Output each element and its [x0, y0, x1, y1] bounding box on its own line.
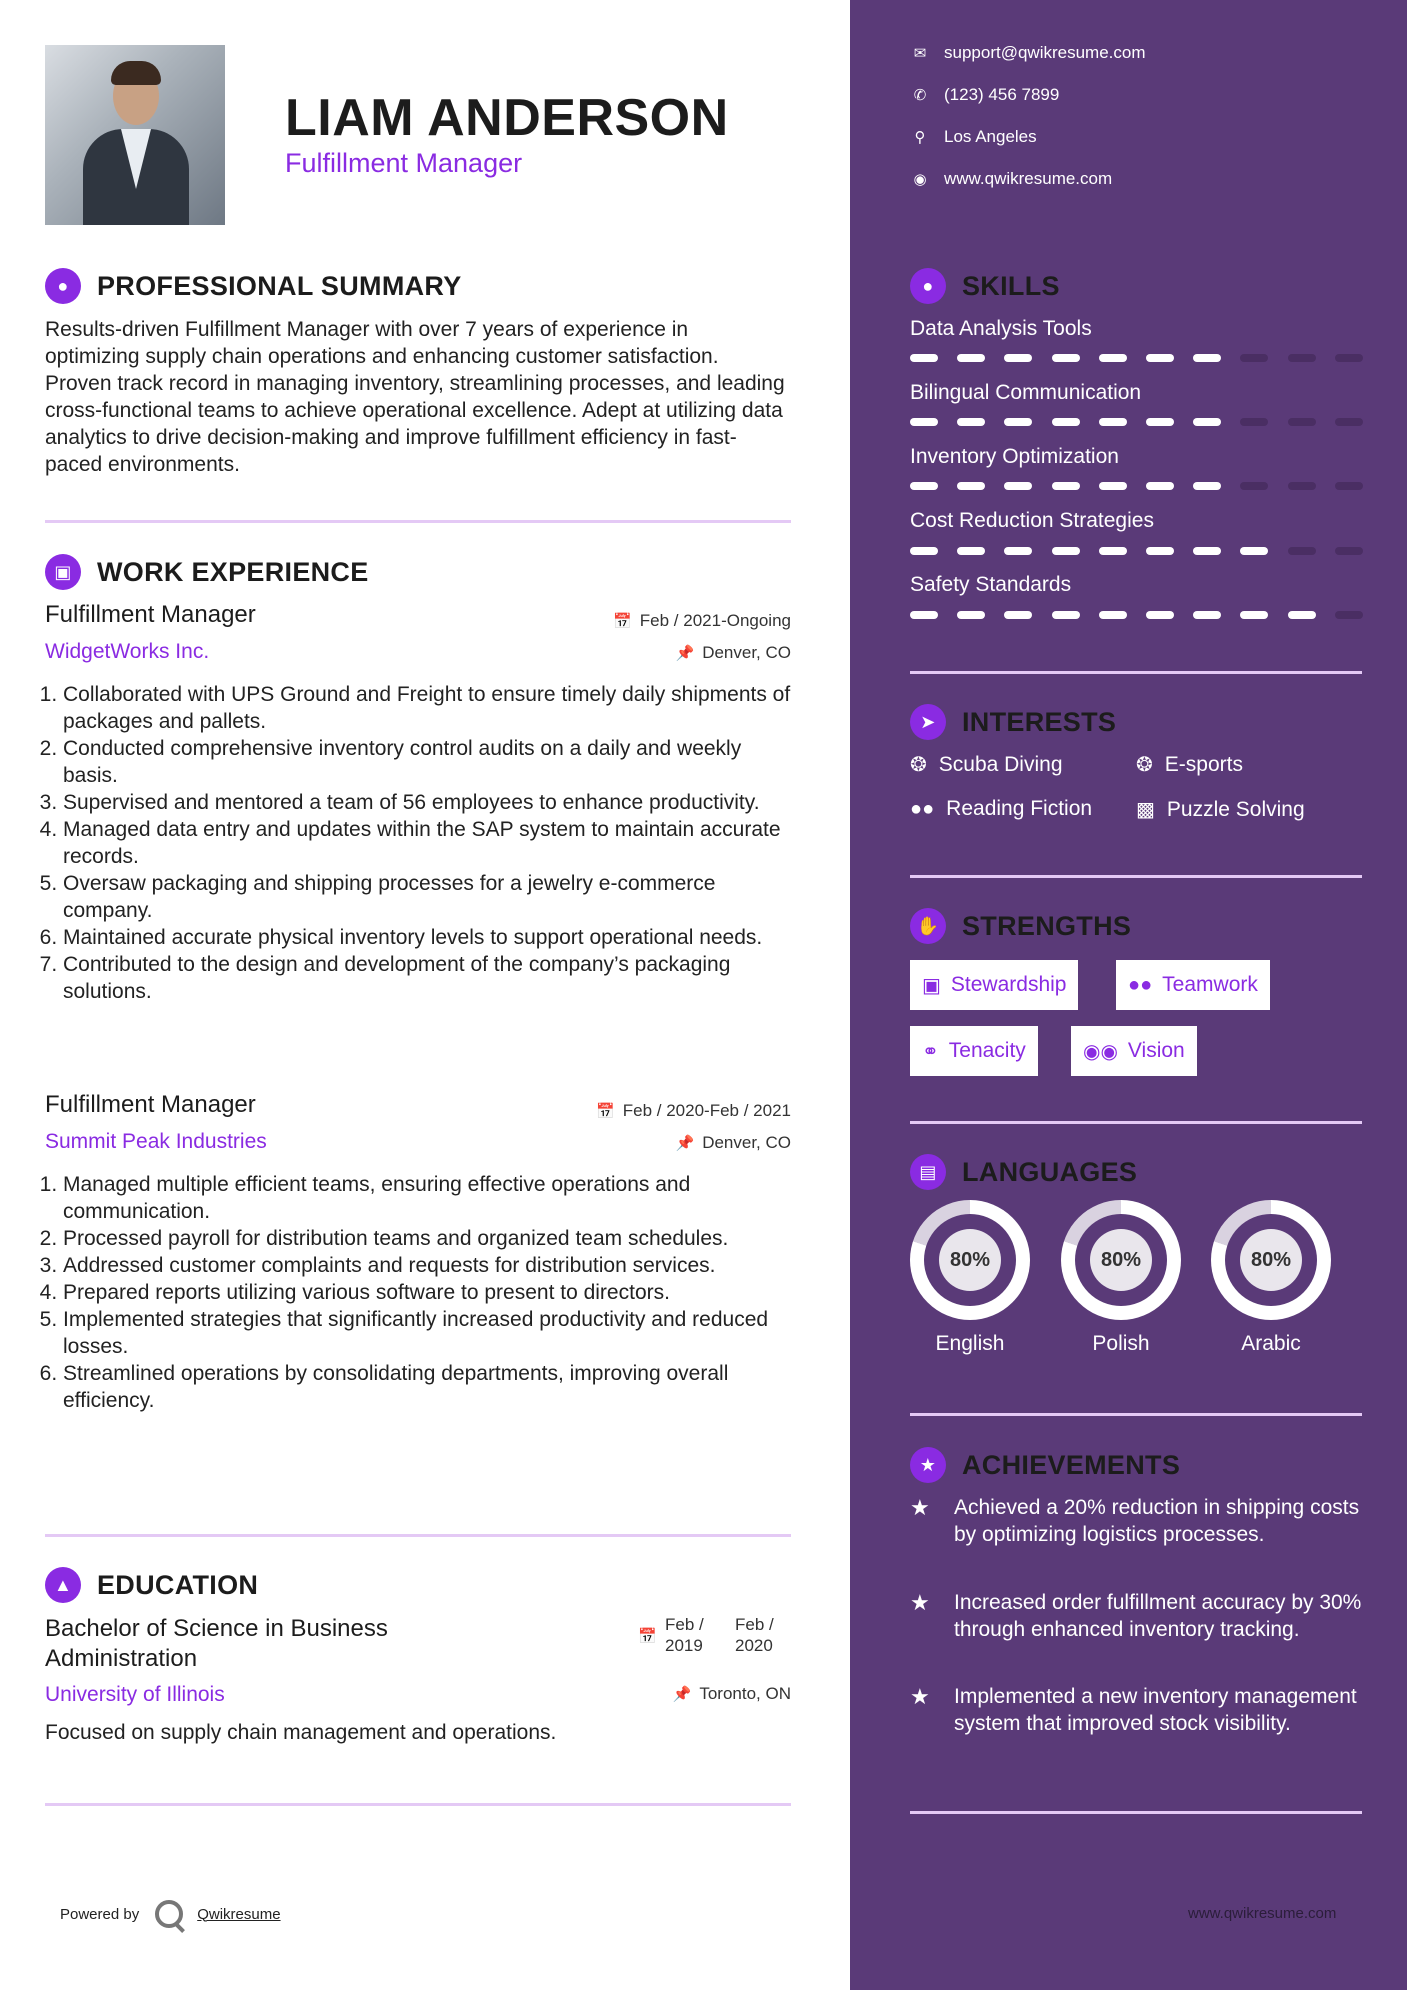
strength-badge: ▣ Stewardship [910, 960, 1078, 1010]
skill-level-dash [1099, 418, 1127, 426]
footer-url: www.qwikresume.com [1188, 1905, 1337, 1922]
skill-level-dash [910, 547, 938, 555]
pin-icon: 📌 [675, 1135, 695, 1152]
skill-level-dash [1004, 547, 1032, 555]
skill-level-dash [1052, 611, 1080, 619]
skill-level-dash [1193, 482, 1221, 490]
job-company: Summit Peak Industries [45, 1130, 267, 1153]
achievement-item: ★ Implemented a new inventory management system that improved stock visibility. [910, 1684, 1357, 1735]
skill-level-dash [1099, 547, 1127, 555]
education-note: Focused on supply chain management and operations. [45, 1721, 557, 1744]
skill-level-dash [1052, 418, 1080, 426]
skill-level-dash [1004, 482, 1032, 490]
skill-level-dash [1288, 611, 1316, 619]
shooting-star-icon: ★ [910, 1495, 930, 1520]
summary-text: Results-driven Fulfillment Manager with over 7 years of experience in optimizing supply chain operations and enhancing customer satisfaction. Proven track record in managing inventory, streamlining processes, and leading cross-functional teams to achieve operational excellence. Adept at utilizing data analytics to drive decision-making and improve fulfillment efficiency in fast-paced environments. [45, 318, 785, 476]
list-item: 7. Contributed to the design and development of the company’s packaging solutions. [63, 951, 795, 1005]
skill-level-dash [957, 354, 985, 362]
skill-bar [910, 547, 1362, 557]
skill-name: Bilingual Communication [910, 381, 1142, 404]
skills-heading: ● SKILLS [910, 268, 1060, 304]
list-item: 6. Streamlined operations by consolidating departments, improving overall efficiency. [63, 1360, 795, 1414]
phone-icon: ✆ [913, 87, 927, 104]
language-name: Polish [1092, 1332, 1150, 1355]
languages-heading: ▤ LANGUAGES [910, 1154, 1137, 1190]
skill-level-dash [1052, 482, 1080, 490]
job-dates: 📅 Feb / 2020-Feb / 2021 [596, 1101, 791, 1120]
list-item: 2. Processed payroll for distribution teams and organized team schedules. [63, 1225, 795, 1252]
interest-item: ❂ Scuba Diving [910, 752, 1063, 776]
education-location: 📌 Toronto, ON [672, 1684, 791, 1703]
language-ring [1211, 1200, 1331, 1320]
job-location: 📌 Denver, CO [675, 643, 791, 662]
star-badge-icon: ★ [910, 1447, 946, 1483]
pin-icon: 📌 [672, 1686, 692, 1703]
skill-bar [910, 482, 1362, 492]
list-item: 4. Managed data entry and updates within the SAP system to maintain accurate records. [63, 816, 795, 870]
globe-icon: ◉ [913, 171, 927, 188]
binoculars-icon: ◉◉ [1083, 1040, 1118, 1063]
list-item: 5. Implemented strategies that significantly increased productivity and reduced losses. [63, 1306, 795, 1360]
strength-badge: ⚭ Tenacity [910, 1026, 1038, 1076]
skill-level-dash [957, 482, 985, 490]
list-item: 5. Oversaw packaging and shipping processes for a jewelry e-commerce company. [63, 870, 795, 924]
experience-heading: ▣ WORK EXPERIENCE [45, 554, 369, 590]
divider [910, 1413, 1362, 1416]
contact-phone: ✆ (123) 456 7899 [910, 85, 1059, 105]
user-icon: ● [45, 268, 81, 304]
skill-level-dash [1146, 418, 1174, 426]
language-icon: ▤ [910, 1154, 946, 1190]
achievements-heading: ★ ACHIEVEMENTS [910, 1447, 1180, 1483]
fist-icon: ✋ [910, 908, 946, 944]
qwikresume-logo-icon [155, 1900, 183, 1928]
strength-badge: ●● Teamwork [1116, 960, 1270, 1010]
skill-name: Safety Standards [910, 573, 1072, 596]
calendar-icon: 📅 [638, 1628, 657, 1645]
list-item: 3. Supervised and mentored a team of 56 employees to enhance productivity. [63, 789, 795, 816]
lightbulb-icon: ● [910, 268, 946, 304]
skill-bar [910, 354, 1362, 364]
language-item [910, 1200, 1030, 1356]
candidate-name: LIAM ANDERSON [285, 89, 729, 147]
job-bullets [45, 681, 795, 1005]
contact-email: ✉ support@qwikresume.com [910, 43, 1146, 63]
skill-level-dash [1193, 354, 1221, 362]
skill-level-dash [1335, 611, 1363, 619]
skill-level-dash [957, 611, 985, 619]
skill-name: Cost Reduction Strategies [910, 509, 1154, 532]
lifebuoy-icon: ❂ [910, 754, 927, 776]
skill-level-dash [1240, 418, 1268, 426]
skill-level-dash [910, 611, 938, 619]
language-item [1061, 1200, 1181, 1356]
skill-level-dash [1240, 611, 1268, 619]
school-name: University of Illinois [45, 1683, 225, 1706]
language-ring [910, 1200, 1030, 1320]
skill-level-dash [957, 418, 985, 426]
lifebuoy-icon: ❂ [1136, 754, 1153, 776]
divider [910, 1811, 1362, 1814]
envelope-icon: ✉ [913, 45, 927, 62]
interests-heading: ➤ INTERESTS [910, 704, 1116, 740]
language-percent: 80% [939, 1229, 1001, 1291]
skill-level-dash [1146, 547, 1174, 555]
strength-badge: ◉◉ Vision [1071, 1026, 1197, 1076]
skill-level-dash [1288, 418, 1316, 426]
calendar-icon: 📅 [613, 613, 632, 630]
contact-location: ⚲ Los Angeles [910, 127, 1037, 147]
shooting-star-icon: ★ [910, 1684, 930, 1709]
skill-level-dash [910, 354, 938, 362]
list-item: 6. Maintained accurate physical inventory levels to support operational needs. [63, 924, 795, 951]
job-company: WidgetWorks Inc. [45, 640, 210, 663]
link-icon: ⚭ [922, 1040, 939, 1063]
divider [45, 1803, 791, 1806]
interest-item: ●● Reading Fiction [910, 797, 1093, 820]
skill-level-dash [1052, 547, 1080, 555]
skill-level-dash [1335, 418, 1363, 426]
job-title: Fulfillment Manager [45, 601, 256, 628]
skill-level-dash [1240, 482, 1268, 490]
skill-level-dash [1335, 547, 1363, 555]
skill-level-dash [1004, 418, 1032, 426]
book-icon: ▩ [1136, 799, 1155, 821]
strengths-heading: ✋ STRENGTHS [910, 908, 1131, 944]
language-name: Arabic [1241, 1332, 1301, 1355]
skill-level-dash [957, 547, 985, 555]
skill-level-dash [1335, 354, 1363, 362]
education-dates: 📅 Feb / 2019 Feb / 2020 [638, 1615, 774, 1655]
job-dates: 📅 Feb / 2021-Ongoing [613, 611, 791, 630]
language-ring [1061, 1200, 1181, 1320]
skill-level-dash [1240, 547, 1268, 555]
brand-link[interactable]: Qwikresume [197, 1905, 281, 1923]
language-percent: 80% [1240, 1229, 1302, 1291]
interest-item: ❂ E-sports [1136, 752, 1243, 776]
graduation-cap-icon: ▲ [45, 1567, 81, 1603]
pin-icon: 📌 [675, 645, 695, 662]
skill-bar [910, 611, 1362, 621]
gamepad-icon: ●● [910, 797, 935, 820]
skill-name: Inventory Optimization [910, 445, 1119, 468]
skill-level-dash [1099, 611, 1127, 619]
skill-level-dash [1193, 547, 1221, 555]
map-marker-icon: ⚲ [914, 129, 926, 146]
degree-title: Bachelor of Science in Business Administration [45, 1615, 388, 1672]
job-location: 📌 Denver, CO [675, 1133, 791, 1152]
achievement-item: ★ Increased order fulfillment accuracy by 30% through enhanced inventory tracking. [910, 1590, 1362, 1641]
list-item: 1. Collaborated with UPS Ground and Freight to ensure timely daily shipments of packages and pallets. [63, 681, 795, 735]
skill-level-dash [1004, 354, 1032, 362]
profile-photo [45, 45, 225, 225]
interest-item: ▩ Puzzle Solving [1136, 797, 1305, 821]
briefcase-icon: ▣ [922, 974, 941, 997]
skill-level-dash [1240, 354, 1268, 362]
users-icon: ●● [1128, 973, 1153, 996]
skill-level-dash [1004, 611, 1032, 619]
summary-heading: ● PROFESSIONAL SUMMARY [45, 268, 462, 304]
divider [45, 1534, 791, 1537]
list-item: 3. Addressed customer complaints and requests for distribution services. [63, 1252, 795, 1279]
calendar-icon: 📅 [596, 1103, 615, 1120]
job-title: Fulfillment Manager [45, 1091, 256, 1118]
skill-level-dash [1099, 354, 1127, 362]
divider [45, 520, 791, 523]
chair-icon: ▣ [45, 554, 81, 590]
skill-level-dash [910, 418, 938, 426]
skill-level-dash [910, 482, 938, 490]
divider [910, 875, 1362, 878]
list-item: 1. Managed multiple efficient teams, ensuring effective operations and communication. [63, 1171, 795, 1225]
shooting-star-icon: ★ [910, 1590, 930, 1615]
skill-level-dash [1288, 354, 1316, 362]
contact-website: ◉ www.qwikresume.com [910, 169, 1112, 189]
skill-level-dash [1193, 418, 1221, 426]
education-heading: ▲ EDUCATION [45, 1567, 258, 1603]
skill-level-dash [1052, 354, 1080, 362]
divider [910, 1121, 1362, 1124]
list-item: 2. Conducted comprehensive inventory control audits on a daily and weekly basis. [63, 735, 795, 789]
paper-plane-icon: ➤ [910, 704, 946, 740]
skill-level-dash [1288, 547, 1316, 555]
skill-level-dash [1146, 611, 1174, 619]
powered-by: Powered by Qwikresume [60, 1900, 281, 1928]
skill-bar [910, 418, 1362, 428]
skill-name: Data Analysis Tools [910, 317, 1092, 340]
skill-level-dash [1146, 354, 1174, 362]
job-bullets [45, 1171, 795, 1414]
achievement-item: ★ Achieved a 20% reduction in shipping costs by optimizing logistics processes. [910, 1495, 1360, 1546]
candidate-role: Fulfillment Manager [285, 148, 523, 178]
language-name: English [935, 1332, 1005, 1355]
divider [910, 671, 1362, 674]
skill-level-dash [1146, 482, 1174, 490]
skill-level-dash [1335, 482, 1363, 490]
skill-level-dash [1099, 482, 1127, 490]
list-item: 4. Prepared reports utilizing various software to present to directors. [63, 1279, 795, 1306]
language-item [1211, 1200, 1331, 1356]
skill-level-dash [1288, 482, 1316, 490]
language-percent: 80% [1090, 1229, 1152, 1291]
skill-level-dash [1193, 611, 1221, 619]
